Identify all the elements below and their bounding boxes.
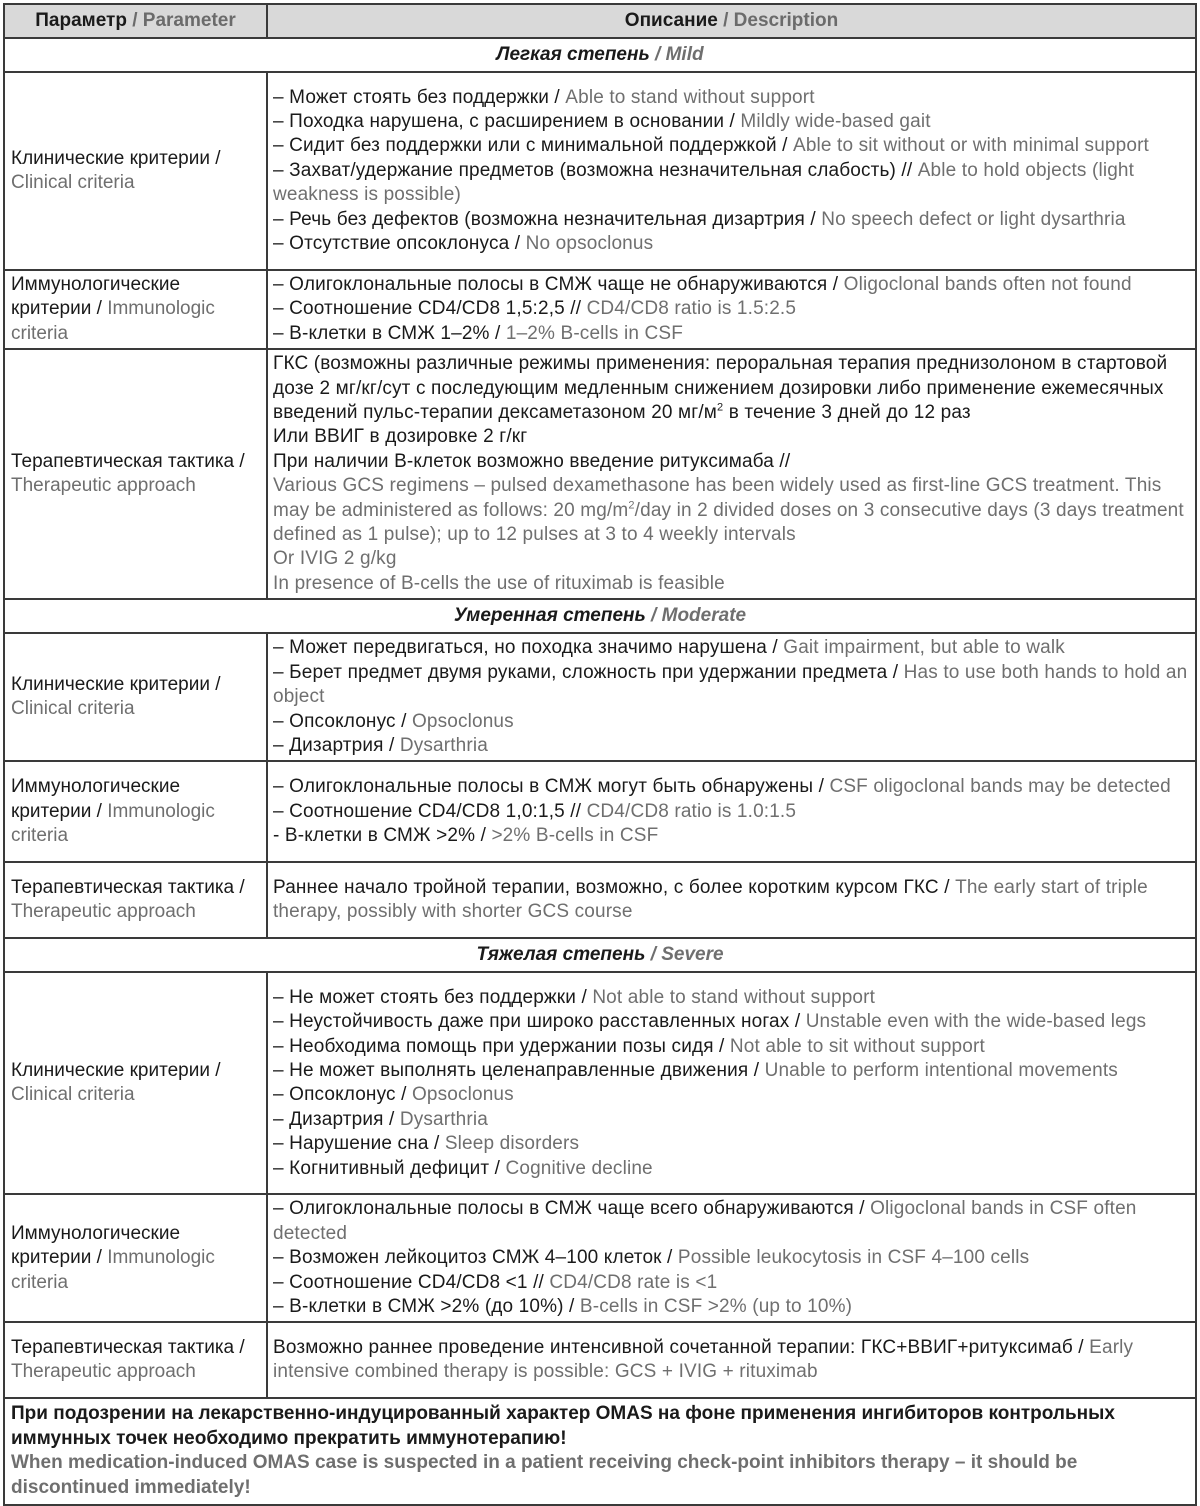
section-severe [4, 938, 1196, 972]
warning-row [4, 1398, 1196, 1505]
param-cell: Иммунологические критерии / Immunologic criteria [4, 761, 267, 862]
list-item: – Дизартрия / Dysarthria [273, 1108, 488, 1130]
section-moderate [4, 599, 1196, 633]
list-item: – Соотношение CD4/CD8 1,0:1,5 // CD4/CD8 ratio is 1.0:1.5 [273, 800, 797, 822]
list-item: – Необходима помощь при удержании позы сидя / Not able to sit without support [273, 1035, 985, 1057]
warning-note: При подозрении на лекарственно-индуцированный характер OMAS на фоне применения ингибиторов контрольных иммунных точек необходимо прекратить иммунотерапию! When medication-induced OMAS case is suspected in a patient receiving check-point inhibitors therapy – it should be discontinued immediately! [4, 1398, 1196, 1505]
list-item: – Сидит без поддержки или с минимальной поддержкой / Able to sit without or with minimal support [273, 135, 1149, 157]
list-item: – Может передвигаться, но походка значимо нарушена / Gait impairment, but able to walk [273, 637, 1065, 659]
therapy-text: Или ВВИГ в дозировке 2 г/кг [273, 426, 528, 448]
table-row [4, 270, 1196, 349]
table-row [4, 862, 1196, 938]
list-item: – Речь без дефектов (возможна незначительная дизартрия / No speech defect or light dysarthria [273, 208, 1126, 230]
desc-cell [267, 72, 1196, 270]
param-cell: Клинические критерии / Clinical criteria [4, 633, 267, 761]
list-item: – Олигоклональные полосы в СМЖ чаще не обнаруживаются / Oligoclonal bands often not found [273, 274, 1132, 295]
param-cell: Клинические критерии / Clinical criteria [4, 972, 267, 1194]
list-item: – Не может выполнять целенаправленные движения / Unable to perform intentional movements [273, 1059, 1118, 1081]
list-item: – Отсутствие опсоклонуса / No opsoclonus [273, 233, 654, 255]
desc-cell [267, 270, 1196, 349]
criteria-table-document [3, 3, 1197, 1506]
header-parameter: Параметр / Parameter [4, 4, 267, 38]
therapy-text: Or IVIG 2 g/kg [273, 548, 397, 570]
desc-cell [267, 761, 1196, 862]
list-item: – Олигоклональные полосы в СМЖ могут быть обнаружены / CSF oligoclonal bands may be detected [273, 776, 1171, 798]
table-row [4, 1194, 1196, 1322]
desc-cell: Раннее начало тройной терапии, возможно, с более коротким курсом ГКС / The early start of triple therapy, possibly with shorter GCS course [267, 862, 1196, 938]
list-item: - В-клетки в СМЖ >2% / >2% B-cells in CSF [273, 825, 659, 847]
list-item: – В-клетки в СМЖ >2% (до 10%) / B-cells in CSF >2% (up to 10%) [273, 1295, 853, 1317]
list-item: – Когнитивный дефицит / Cognitive decline [273, 1157, 653, 1179]
param-cell: Иммунологические критерии / Immunologic criteria [4, 270, 267, 349]
therapy-text: In presence of B-cells the use of rituximab is feasible [273, 572, 725, 594]
param-cell: Иммунологические критерии / Immunologic criteria [4, 1194, 267, 1322]
desc-cell [267, 349, 1196, 599]
table-row [4, 633, 1196, 761]
criteria-table [3, 3, 1197, 1506]
desc-cell [267, 972, 1196, 1194]
table-row [4, 1322, 1196, 1398]
param-cell: Терапевтическая тактика / Therapeutic approach [4, 862, 267, 938]
therapy-text: При наличии В-клеток возможно введение ритуксимаба // [273, 450, 791, 472]
desc-cell: Возможно раннее проведение интенсивной сочетанной терапии: ГКС+ВВИГ+ритуксимаб / Early intensive combined therapy is possible: GCS + IVIG + rituximab [267, 1322, 1196, 1398]
list-item: – Захват/удержание предметов (возможна незначительная слабость) // Able to hold objects (light weakness is possible) [273, 159, 1135, 206]
section-title: Умеренная степень / Moderate [4, 599, 1196, 633]
list-item: – Берет предмет двумя руками, сложность при удержании предмета / Has to use both hands to hold an object [273, 661, 1188, 708]
header-description: Описание / Description [267, 4, 1196, 38]
list-item: – Соотношение CD4/CD8 1,5:2,5 // CD4/CD8 ratio is 1.5:2.5 [273, 298, 797, 320]
table-row [4, 972, 1196, 1194]
list-item: – В-клетки в СМЖ 1–2% / 1–2% B-cells in CSF [273, 322, 683, 344]
param-cell: Терапевтическая тактика / Therapeutic approach [4, 1322, 267, 1398]
list-item: – Соотношение CD4/CD8 <1 // CD4/CD8 rate is <1 [273, 1271, 718, 1293]
param-cell: Терапевтическая тактика / Therapeutic approach [4, 349, 267, 599]
therapy-text: ГКС (возможны различные режимы применения: пероральная терапия преднизолоном в стартовой дозе 2 мг/кг/сут с последующим медленным снижением дозировки либо применение ежемесячных введений пульс-терапии дексаметазоном 20 $мг/м^2$ в течение 3 дней до 12 раз [273, 353, 1168, 424]
list-item: – Олигоклональные полосы в СМЖ чаще всего обнаруживаются / Oligoclonal bands in CSF often detected [273, 1198, 1137, 1244]
list-item: – Опсоклонус / Opsoclonus [273, 1084, 514, 1106]
list-item: – Не может стоять без поддержки / Not able to stand without support [273, 986, 876, 1008]
list-item: – Неустойчивость даже при широко расставленных ногах / Unstable even with the wide-based legs [273, 1011, 1147, 1033]
desc-cell [267, 1194, 1196, 1322]
list-item: – Опсоклонус / Opsoclonus [273, 710, 514, 732]
list-item: – Может стоять без поддержки / Able to stand without support [273, 86, 815, 108]
table-row [4, 349, 1196, 599]
therapy-text: Various GCS regimens – pulsed dexamethasone has been widely used as first-line GCS treatment. This may be administered as follows: 20 $mg/m^2$/day in 2 divided doses on 3 consecutive days (3 days treatment defined as 1 pulse); up to 12 pulses at 3 to 4 weekly intervals [273, 475, 1184, 546]
table-row [4, 761, 1196, 862]
table-header-row [4, 4, 1196, 38]
list-item: – Дизартрия / Dysarthria [273, 734, 488, 756]
param-cell: Клинические критерии / Clinical criteria [4, 72, 267, 270]
section-mild [4, 38, 1196, 72]
list-item: – Походка нарушена, с расширением в основании / Mildly wide-based gait [273, 110, 931, 132]
section-title: Легкая степень / Mild [4, 38, 1196, 72]
desc-cell [267, 633, 1196, 761]
list-item: – Возможен лейкоцитоз СМЖ 4–100 клеток / Possible leukocytosis in CSF 4–100 cells [273, 1247, 1030, 1269]
table-row [4, 72, 1196, 270]
section-title: Тяжелая степень / Severe [4, 938, 1196, 972]
list-item: – Нарушение сна / Sleep disorders [273, 1133, 580, 1155]
